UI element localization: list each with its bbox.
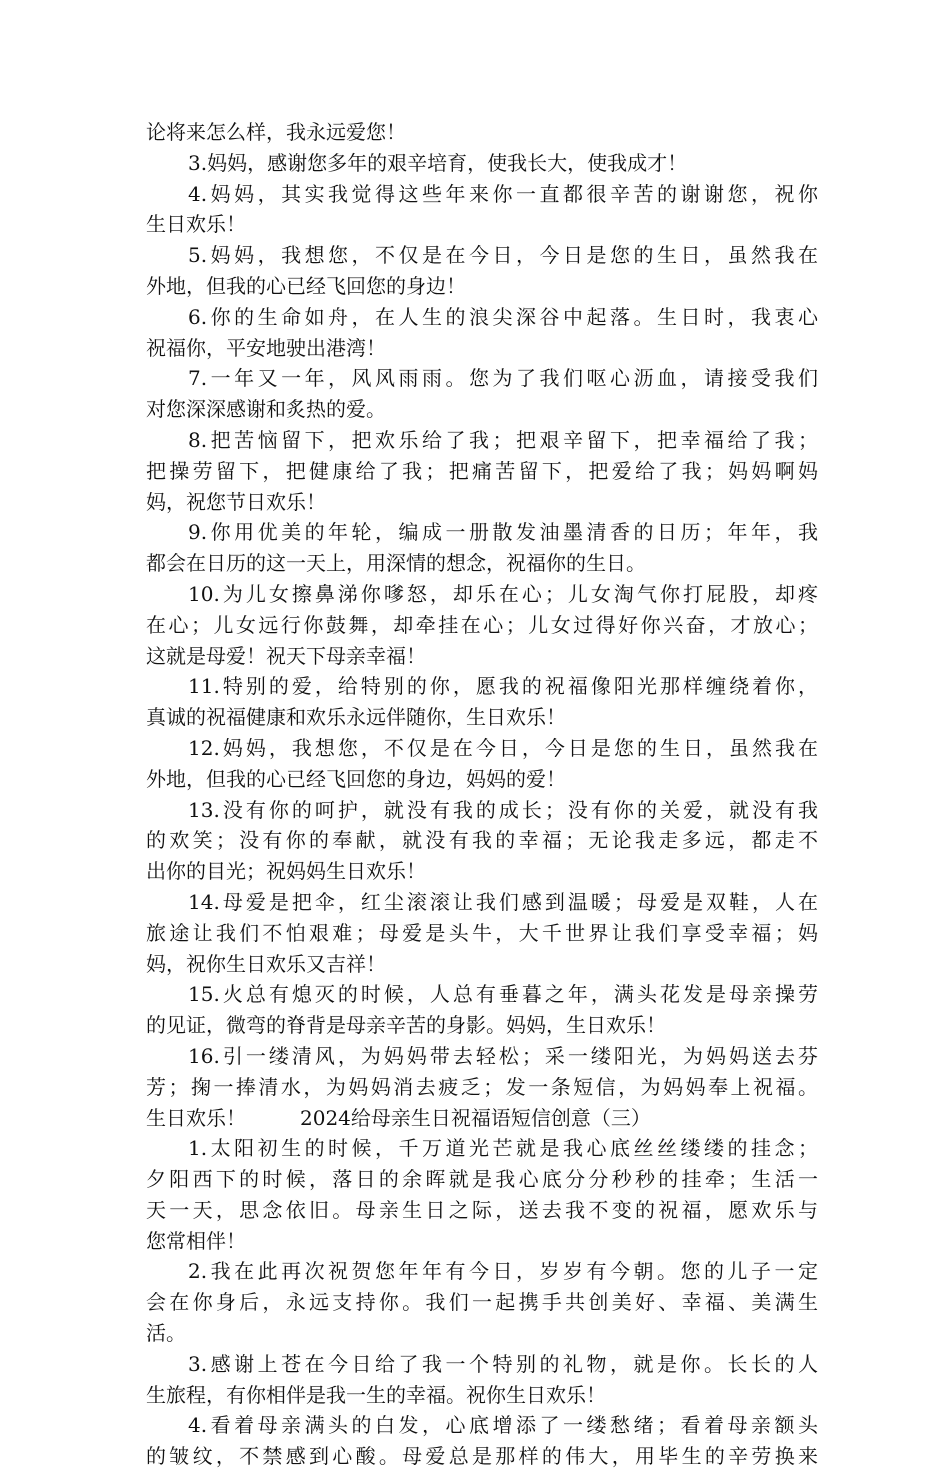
text-line: 10.为儿女擦鼻涕你嗲怒，却乐在心；儿女淘气你打屁股，却疼 — [188, 581, 818, 606]
text-line: 2.我在此再次祝贺您年年有今日，岁岁有今朝。您的儿子一定 — [188, 1259, 818, 1284]
text-line: 会在你身后，永远支持你。我们一起携手共创美好、幸福、美满生 — [146, 1290, 818, 1315]
text-line: 这就是母爱！祝天下母亲幸福！ — [146, 643, 426, 668]
text-line: 都会在日历的这一天上，用深情的想念，祝福你的生日。 — [146, 551, 646, 576]
text-fragment: 生日欢乐！ — [146, 1105, 246, 1130]
text-line: 妈，祝你生日欢乐又吉祥！ — [146, 951, 386, 976]
text-line: 3.妈妈，感谢您多年的艰辛培育，使我长大，使我成才！ — [188, 150, 688, 175]
section-heading: 2024给母亲生日祝福语短信创意（三） — [300, 1105, 651, 1130]
text-line: 把操劳留下，把健康给了我；把痛苦留下，把爱给了我；妈妈啊妈 — [146, 458, 818, 483]
text-line: 5.妈妈，我想您，不仅是在今日，今日是您的生日，虽然我在 — [188, 243, 818, 268]
text-line: 对您深深感谢和炙热的爱。 — [146, 397, 386, 422]
text-line: 3.感谢上苍在今日给了我一个特别的礼物，就是你。长长的人 — [188, 1351, 818, 1376]
text-line: 您常相伴！ — [146, 1228, 246, 1253]
text-line-with-heading — [146, 1103, 818, 1134]
text-line: 活。 — [146, 1321, 186, 1346]
text-line: 真诚的祝福健康和欢乐永远伴随你，生日欢乐！ — [146, 705, 566, 730]
text-line: 12.妈妈，我想您，不仅是在今日，今日是您的生日，虽然我在 — [188, 735, 818, 760]
text-line: 的见证，微弯的脊背是母亲辛苦的身影。妈妈，生日欢乐！ — [146, 1013, 666, 1038]
text-line: 夕阳西下的时候，落日的余晖就是我心底分分秒秒的挂牵；生活一 — [146, 1167, 818, 1192]
text-line: 16.引一缕清风，为妈妈带去轻松；采一缕阳光，为妈妈送去芬 — [188, 1043, 818, 1068]
text-line: 6.你的生命如舟，在人生的浪尖深谷中起落。生日时，我衷心 — [188, 304, 818, 329]
text-line: 在心；儿女远行你鼓舞，却牵挂在心；儿女过得好你兴奋，才放心； — [146, 612, 818, 637]
text-line: 天一天，思念依旧。母亲生日之际，送去我不变的祝福，愿欢乐与 — [146, 1197, 818, 1222]
text-line: 外地，但我的心已经飞回您的身边！ — [146, 273, 466, 298]
text-line: 祝福你，平安地驶出港湾！ — [146, 335, 386, 360]
text-line: 14.母爱是把伞，红尘滚滚让我们感到温暖；母爱是双鞋，人在 — [188, 889, 818, 914]
text-line: 15.火总有熄灭的时候，人总有垂暮之年，满头花发是母亲操劳 — [188, 982, 818, 1007]
text-line: 1.太阳初生的时候，千万道光芒就是我心底丝丝缕缕的挂念； — [188, 1136, 818, 1161]
text-line: 旅途让我们不怕艰难；母爱是头牛，大千世界让我们享受幸福；妈 — [146, 920, 818, 945]
text-line: 11.特别的爱，给特别的你，愿我的祝福像阳光那样缠绕着你， — [188, 674, 818, 699]
text-line: 9.你用优美的年轮，编成一册散发油墨清香的日历；年年，我 — [188, 520, 818, 545]
text-line: 的皱纹，不禁感到心酸。母爱总是那样的伟大，用毕生的辛劳换来 — [146, 1444, 818, 1469]
text-line: 论将来怎么样，我永远爱您！ — [146, 120, 406, 144]
text-line: 4.看着母亲满头的白发，心底增添了一缕愁绪；看着母亲额头 — [188, 1413, 818, 1438]
text-line: 4.妈妈，其实我觉得这些年来你一直都很辛苦的谢谢您，祝你 — [188, 181, 818, 206]
text-line: 7.一年又一年，风风雨雨。您为了我们呕心沥血，请接受我们 — [188, 366, 818, 391]
text-line: 生旅程，有你相伴是我一生的幸福。祝你生日欢乐！ — [146, 1382, 606, 1407]
text-line: 出你的目光；祝妈妈生日欢乐！ — [146, 859, 426, 884]
document-body — [146, 117, 818, 1472]
text-line: 8.把苦恼留下，把欢乐给了我；把艰辛留下，把幸福给了我； — [188, 427, 818, 452]
text-line: 外地，但我的心已经飞回您的身边，妈妈的爱！ — [146, 766, 566, 791]
text-line: 妈，祝您节日欢乐！ — [146, 489, 326, 514]
text-line: 芳；掬一捧清水，为妈妈消去疲乏；发一条短信，为妈妈奉上祝福。 — [146, 1074, 818, 1099]
text-line: 的欢笑；没有你的奉献，就没有我的幸福；无论我走多远，都走不 — [146, 828, 818, 853]
text-line: 生日欢乐！ — [146, 212, 246, 237]
text-line: 13.没有你的呵护，就没有我的成长；没有你的关爱，就没有我 — [188, 797, 818, 822]
